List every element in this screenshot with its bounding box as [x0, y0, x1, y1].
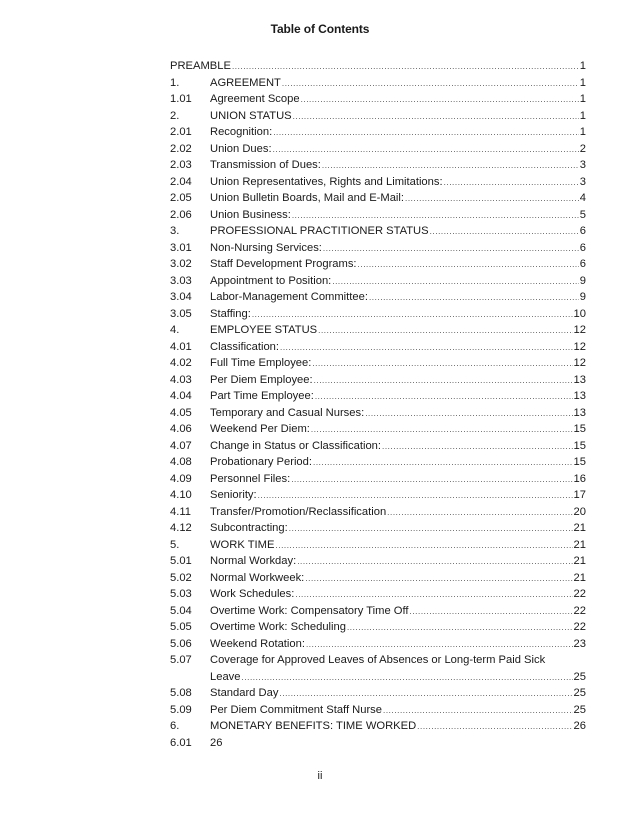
toc-entry-number: 4.02 — [170, 357, 192, 369]
toc-entry-label[interactable]: Recognition: — [210, 126, 273, 138]
dot-leader — [312, 356, 572, 373]
toc-entry[interactable] — [170, 289, 586, 306]
toc-entry[interactable] — [170, 256, 586, 273]
toc-entry-label[interactable]: Per Diem Commitment Staff Nurse — [210, 703, 383, 716]
toc-entry-page[interactable]: 9 — [579, 274, 586, 287]
toc-entry-label[interactable]: Work Schedules: — [210, 588, 295, 600]
toc-entry-number: 2.06 — [170, 208, 192, 221]
toc-entry-number: 1. — [170, 76, 180, 89]
dot-leader — [252, 307, 573, 324]
toc-entry-label[interactable]: Staffing: — [210, 307, 251, 320]
dot-leader — [382, 439, 573, 456]
dot-leader — [417, 719, 572, 736]
toc-entry-label[interactable]: Normal Workday: — [210, 555, 297, 567]
toc-entry[interactable] — [170, 388, 586, 405]
toc-entry[interactable] — [170, 124, 586, 141]
toc-entry-page[interactable]: 25 — [573, 687, 586, 699]
toc-entry-page[interactable]: 9 — [579, 291, 586, 303]
dot-leader — [273, 142, 579, 159]
toc-entry-page[interactable]: 25 — [573, 670, 586, 683]
toc-entry-page[interactable]: 16 — [573, 472, 586, 485]
toc-entry-number: 4.03 — [170, 373, 192, 386]
toc-entry-number: 5.09 — [170, 703, 192, 716]
toc-entry-number: 4.10 — [170, 489, 192, 501]
dot-leader — [293, 109, 579, 126]
toc-entry[interactable] — [170, 454, 586, 471]
toc-entry[interactable] — [170, 603, 586, 620]
toc-entry[interactable] — [170, 207, 586, 224]
toc-entry[interactable] — [170, 537, 586, 554]
toc-entry-page[interactable]: 15 — [573, 439, 586, 452]
toc-entry-label[interactable]: Appointment to Position: — [210, 274, 332, 287]
toc-entry-number: 3.03 — [170, 274, 192, 287]
toc-entry[interactable] — [170, 190, 586, 207]
toc-entry-number: 4.06 — [170, 423, 192, 435]
toc-entry[interactable] — [170, 174, 586, 191]
dot-leader — [313, 455, 573, 472]
dot-leader — [315, 389, 573, 406]
toc-entry-label[interactable]: Union Business: — [210, 208, 291, 221]
dot-leader — [291, 472, 572, 489]
dot-leader — [358, 257, 579, 274]
dot-leader — [318, 323, 572, 340]
toc-entry-label[interactable]: Overtime Work: Scheduling — [210, 621, 346, 633]
table-of-contents — [170, 58, 586, 751]
toc-entry-page[interactable]: 5 — [579, 208, 586, 221]
toc-entry[interactable] — [170, 504, 586, 521]
toc-entry-number: 6.01 — [170, 736, 192, 749]
toc-entry-label[interactable]: AGREEMENT — [210, 76, 281, 89]
dot-leader — [311, 422, 573, 439]
toc-entry[interactable] — [170, 702, 586, 719]
toc-entry-number: 4. — [170, 324, 180, 336]
toc-entry-page[interactable]: 3 — [579, 159, 586, 171]
toc-entry[interactable] — [170, 652, 586, 669]
toc-entry-page[interactable]: 13 — [573, 406, 586, 419]
dot-leader — [301, 92, 579, 109]
toc-entry-number: 5.05 — [170, 621, 192, 633]
toc-entry-label[interactable]: Full Time Employee: — [210, 357, 312, 369]
toc-entry-page[interactable]: 1 — [579, 60, 586, 72]
toc-entry[interactable] — [170, 322, 586, 339]
toc-entry-number: 4.07 — [170, 439, 192, 452]
toc-entry-number: 5.06 — [170, 637, 192, 650]
toc-entry[interactable] — [170, 306, 586, 323]
dot-leader — [365, 406, 572, 423]
toc-entry-label[interactable]: PROFESSIONAL PRACTITIONER STATUS — [210, 225, 429, 237]
toc-entry[interactable] — [170, 636, 586, 653]
dot-leader — [280, 340, 573, 357]
toc-entry-page[interactable]: 21 — [573, 538, 586, 551]
toc-entry-number: 2.04 — [170, 175, 192, 188]
toc-entry-page[interactable]: 6 — [579, 241, 586, 254]
toc-entry[interactable] — [170, 157, 586, 174]
toc-entry-page[interactable]: 21 — [573, 522, 586, 534]
toc-entry-page[interactable]: 21 — [573, 555, 586, 567]
toc-entry-label[interactable]: Classification: — [210, 340, 280, 353]
toc-entry-page[interactable]: 1 — [579, 109, 586, 122]
toc-entry[interactable] — [170, 570, 586, 587]
toc-entry-number: 2.05 — [170, 192, 192, 204]
toc-entry-label[interactable]: Labor-Management Committee: — [210, 291, 368, 303]
toc-entry[interactable] — [170, 355, 586, 372]
toc-entry-label[interactable]: Normal Workweek: — [210, 571, 305, 584]
toc-entry-label[interactable]: Transmission of Dues: — [210, 159, 321, 171]
toc-entry-number: 5.02 — [170, 571, 192, 584]
document-title: Table of Contents — [270, 22, 370, 36]
dot-leader — [383, 703, 573, 720]
toc-entry-label[interactable]: WORK TIME — [210, 538, 275, 551]
toc-entry[interactable] — [170, 273, 586, 290]
toc-entry-number: 5. — [170, 538, 180, 551]
toc-entry-page[interactable]: 12 — [573, 324, 586, 336]
dot-leader — [295, 587, 572, 604]
dot-leader — [387, 505, 572, 522]
toc-entry-page[interactable]: 2 — [579, 142, 586, 155]
toc-entry[interactable] — [170, 669, 586, 686]
toc-entry-label[interactable]: 26 — [210, 736, 223, 749]
page-number: ii — [317, 770, 323, 782]
toc-entry[interactable] — [170, 553, 586, 570]
dot-leader — [292, 208, 579, 225]
toc-entry-number: 2.02 — [170, 142, 192, 155]
dot-leader — [332, 274, 578, 291]
toc-entry[interactable] — [170, 339, 586, 356]
toc-entry-page[interactable]: 1 — [579, 93, 586, 105]
dot-leader — [279, 686, 572, 703]
toc-entry[interactable] — [170, 438, 586, 455]
dot-leader — [314, 373, 573, 390]
dot-leader — [405, 191, 579, 208]
toc-entry-number: 5.07 — [170, 654, 192, 666]
toc-entry-page[interactable]: 25 — [573, 703, 586, 716]
toc-entry[interactable] — [170, 223, 586, 240]
toc-entry-number: 4.08 — [170, 456, 192, 468]
toc-entry-label[interactable]: Change in Status or Classification: — [210, 439, 382, 452]
toc-entry-label[interactable]: UNION STATUS — [210, 109, 292, 122]
toc-entry-label[interactable]: Transfer/Promotion/Reclassification — [210, 505, 387, 518]
toc-entry-number: 4.01 — [170, 340, 192, 353]
toc-entry[interactable] — [170, 718, 586, 735]
dot-leader — [289, 521, 573, 538]
toc-entry-label[interactable]: EMPLOYEE STATUS — [210, 324, 318, 336]
toc-entry-label[interactable]: Agreement Scope — [210, 93, 300, 105]
toc-entry-number: 4.04 — [170, 390, 192, 402]
dot-leader — [369, 290, 579, 307]
toc-entry[interactable] — [170, 108, 586, 125]
toc-entry-label[interactable]: Weekend Rotation: — [210, 637, 305, 650]
toc-entry[interactable] — [170, 405, 586, 422]
toc-entry-number: 5.04 — [170, 604, 192, 617]
toc-entry-label[interactable]: Union Representatives, Rights and Limitations: — [210, 175, 443, 188]
toc-entry-page[interactable]: 6 — [579, 225, 586, 237]
toc-entry-number: 4.11 — [170, 505, 191, 518]
toc-entry[interactable] — [170, 735, 586, 752]
toc-entry[interactable] — [170, 58, 586, 75]
toc-entry[interactable] — [170, 240, 586, 257]
dot-leader — [444, 175, 579, 192]
toc-entry-label[interactable]: Temporary and Casual Nurses: — [210, 406, 365, 419]
toc-entry[interactable] — [170, 685, 586, 702]
dot-leader — [347, 620, 573, 637]
dot-leader — [306, 637, 573, 654]
dot-leader — [232, 59, 579, 76]
dot-leader — [282, 76, 579, 93]
toc-entry[interactable] — [170, 75, 586, 92]
toc-entry-label[interactable]: Union Bulletin Boards, Mail and E-Mail: — [210, 192, 405, 204]
toc-entry-page[interactable]: 13 — [573, 373, 586, 386]
toc-entry[interactable] — [170, 487, 586, 504]
toc-entry-label[interactable]: Per Diem Employee: — [210, 373, 313, 386]
toc-entry-number: 3. — [170, 225, 180, 237]
dot-leader — [322, 158, 579, 175]
toc-entry-number: 5.01 — [170, 555, 192, 567]
toc-entry-number: 4.12 — [170, 522, 192, 534]
toc-entry-label[interactable]: Leave — [210, 670, 241, 683]
toc-entry-page[interactable]: 1 — [579, 126, 586, 138]
toc-entry-page[interactable]: 12 — [573, 340, 586, 353]
toc-entry-number: 2.03 — [170, 159, 192, 171]
toc-entry-label[interactable]: Staff Development Programs: — [210, 258, 357, 270]
toc-entry-number: 4.05 — [170, 406, 192, 419]
toc-entry-page[interactable]: 15 — [573, 423, 586, 435]
toc-entry-page[interactable]: 20 — [573, 505, 586, 518]
toc-entry-number: 6. — [170, 720, 180, 732]
dot-leader — [275, 538, 572, 555]
toc-entry-label[interactable]: Overtime Work: Compensatory Time Off — [210, 604, 409, 617]
toc-entry-page[interactable]: 15 — [573, 456, 586, 468]
toc-entry-label[interactable]: Union Dues: — [210, 142, 272, 155]
dot-leader — [305, 571, 572, 588]
toc-entry-label[interactable]: Seniority: — [210, 489, 257, 501]
toc-entry-number: 3.05 — [170, 307, 192, 320]
toc-entry-page[interactable]: 22 — [573, 604, 586, 617]
dot-leader — [430, 224, 579, 241]
toc-entry-label[interactable]: PREAMBLE — [170, 60, 231, 72]
dot-leader — [297, 554, 572, 571]
toc-entry-page[interactable]: 10 — [573, 307, 586, 320]
toc-entry[interactable] — [170, 421, 586, 438]
toc-entry-page[interactable]: 21 — [573, 571, 586, 584]
toc-entry-number: 1.01 — [170, 93, 192, 105]
toc-entry-number: 3.02 — [170, 258, 192, 270]
toc-entry[interactable] — [170, 141, 586, 158]
dot-leader — [258, 488, 573, 505]
toc-entry[interactable] — [170, 619, 586, 636]
toc-entry-page[interactable]: 3 — [579, 175, 586, 188]
toc-entry[interactable] — [170, 372, 586, 389]
toc-entry-label[interactable]: Probationary Period: — [210, 456, 312, 468]
toc-entry-page[interactable]: 1 — [579, 76, 586, 89]
dot-leader — [273, 125, 579, 142]
toc-entry-page[interactable]: 17 — [573, 489, 586, 501]
toc-entry-page[interactable]: 26 — [573, 720, 586, 732]
toc-entry-page[interactable]: 4 — [579, 192, 586, 204]
toc-entry[interactable] — [170, 586, 586, 603]
toc-entry-number: 3.01 — [170, 241, 192, 254]
dot-leader — [410, 604, 573, 621]
toc-entry-number: 4.09 — [170, 472, 192, 485]
toc-entry-page[interactable]: 23 — [573, 637, 586, 650]
toc-entry[interactable] — [170, 520, 586, 537]
toc-entry-label[interactable]: MONETARY BENEFITS: TIME WORKED — [210, 720, 417, 732]
toc-entry-label[interactable]: Personnel Files: — [210, 472, 291, 485]
toc-entry-label[interactable]: Non-Nursing Services: — [210, 241, 322, 254]
toc-entry[interactable] — [170, 91, 586, 108]
toc-entry-page[interactable]: 13 — [573, 390, 586, 402]
toc-entry-number: 2.01 — [170, 126, 192, 138]
dot-leader — [241, 670, 572, 687]
toc-entry-page[interactable]: 12 — [573, 357, 586, 369]
toc-entry-page[interactable]: 22 — [573, 588, 586, 600]
toc-entry-label[interactable]: Coverage for Approved Leaves of Absences or Long-term Paid Sick — [210, 654, 546, 666]
toc-entry-page[interactable]: 6 — [579, 258, 586, 270]
toc-entry-number: 5.03 — [170, 588, 192, 600]
toc-entry-label[interactable]: Standard Day — [210, 687, 279, 699]
dot-leader — [323, 241, 579, 258]
toc-entry-label[interactable]: Weekend Per Diem: — [210, 423, 310, 435]
toc-entry[interactable] — [170, 471, 586, 488]
toc-entry-number: 5.08 — [170, 687, 192, 699]
toc-entry-page[interactable]: 22 — [573, 621, 586, 633]
toc-entry-number: 2. — [170, 109, 180, 122]
toc-entry-number: 3.04 — [170, 291, 192, 303]
toc-entry-label[interactable]: Subcontracting: — [210, 522, 288, 534]
toc-entry-label[interactable]: Part Time Employee: — [210, 390, 314, 402]
